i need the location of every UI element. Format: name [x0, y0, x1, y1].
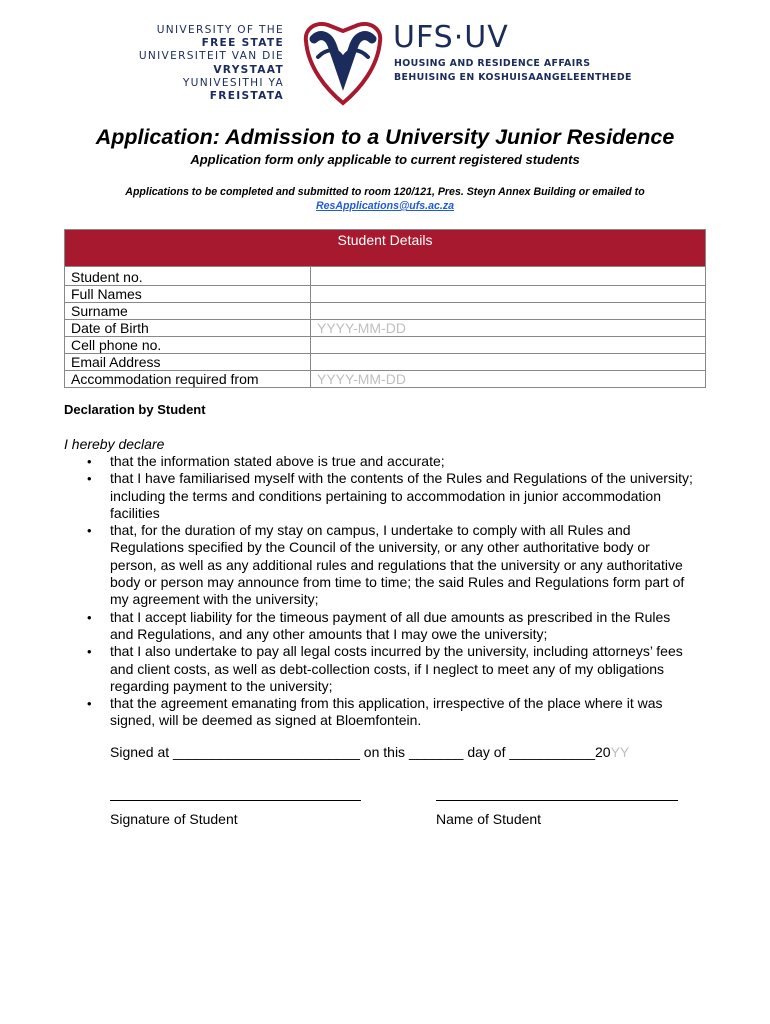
declaration-intro: I hereby declare	[64, 436, 165, 452]
signed-at-line[interactable]	[110, 744, 629, 760]
list-item: • that I have familiarised myself with the contents of the Rules and Regulations of the university; including the terms and conditions pertaining to accommodation in junior accommodation facilities	[87, 470, 697, 522]
signature-line[interactable]	[110, 800, 361, 801]
table-row	[65, 303, 706, 320]
student-details-table	[64, 229, 706, 388]
list-item: • that the information stated above is true and accurate;	[87, 453, 697, 470]
field-label: Date of Birth	[65, 320, 311, 337]
field-label: Full Names	[65, 286, 311, 303]
table-row	[65, 286, 706, 303]
department-line-af: BEHUISING EN KOSHUISAANGELEENTHEDE	[394, 71, 632, 83]
list-item: • that the agreement emanating from this application, irrespective of the place where it was signed, will be deemed as signed at Bloemfontein.	[87, 695, 697, 730]
accommodation-date-field[interactable]: YYYY-MM-DD	[311, 371, 706, 388]
instructions-text: Applications to be completed and submitted to room 120/121, Pres. Steyn Annex Building or emailed to	[125, 186, 645, 198]
cell-phone-field[interactable]	[311, 337, 706, 354]
email-link[interactable]: ResApplications@ufs.ac.za	[315, 200, 455, 212]
university-name-line: FREE STATE	[201, 37, 284, 50]
name-label: Name of Student	[436, 811, 542, 827]
ufs-emblem-logo	[298, 19, 388, 107]
table-row	[65, 337, 706, 354]
page-title: Application: Admission to a University Junior Residence	[95, 125, 675, 149]
field-label: Cell phone no.	[65, 337, 311, 354]
student-details-header: Student Details	[65, 230, 706, 267]
table-row	[65, 371, 706, 388]
year-placeholder[interactable]: YY	[610, 744, 630, 760]
table-row	[65, 320, 706, 337]
submission-instructions	[0, 185, 770, 213]
declaration-heading: Declaration by Student	[64, 402, 206, 417]
page-subtitle: Application form only applicable to current registered students	[190, 152, 580, 167]
brand-name: UFS·UV	[393, 20, 509, 55]
signature-label: Signature of Student	[110, 811, 238, 827]
table-row	[65, 354, 706, 371]
field-label: Email Address	[65, 354, 311, 371]
list-item: • that, for the duration of my stay on campus, I undertake to comply with all Rules and Regulations specified by the Council of the university, or any other authoritative body or person, as well as any additional rules and regulations that the university or any authoritative body or person may announce from time to time; the said Rules and Regulations form part of my agreement with the university;	[87, 522, 697, 608]
list-item: • that I also undertake to pay all legal costs incurred by the university, including attorneys’ fees and client costs, as well as debt-collection costs, if I neglect to meet any of my obligations regarding payment to the university;	[87, 643, 697, 695]
field-label: Surname	[65, 303, 311, 320]
university-name-line: UNIVERSITY OF THE	[156, 24, 284, 36]
university-name-line: VRYSTAAT	[213, 63, 284, 76]
date-of-birth-field[interactable]: YYYY-MM-DD	[311, 320, 706, 337]
signed-at-text: Signed at ________________________ on this _______ day of ___________20	[110, 744, 611, 760]
email-address-field[interactable]	[311, 354, 706, 371]
student-no-field[interactable]	[311, 267, 706, 286]
full-names-field[interactable]	[311, 286, 706, 303]
university-names	[130, 24, 284, 103]
field-label: Accommodation required from	[65, 371, 311, 388]
surname-field[interactable]	[311, 303, 706, 320]
university-name-line: FREISTATA	[209, 90, 284, 103]
university-name-line: UNIVERSITEIT VAN DIE	[138, 50, 284, 63]
table-row	[65, 267, 706, 286]
department-name	[394, 57, 632, 84]
department-line-en: HOUSING AND RESIDENCE AFFAIRS	[394, 58, 591, 69]
list-item: • that I accept liability for the timeous payment of all due amounts as prescribed in the Rules and Regulations, and any other amounts that I may owe the university;	[87, 609, 697, 644]
name-line[interactable]	[436, 800, 678, 801]
declaration-list	[87, 453, 697, 730]
field-label: Student no.	[65, 267, 311, 286]
university-name-line: YUNIVESITHI YA	[182, 76, 284, 89]
